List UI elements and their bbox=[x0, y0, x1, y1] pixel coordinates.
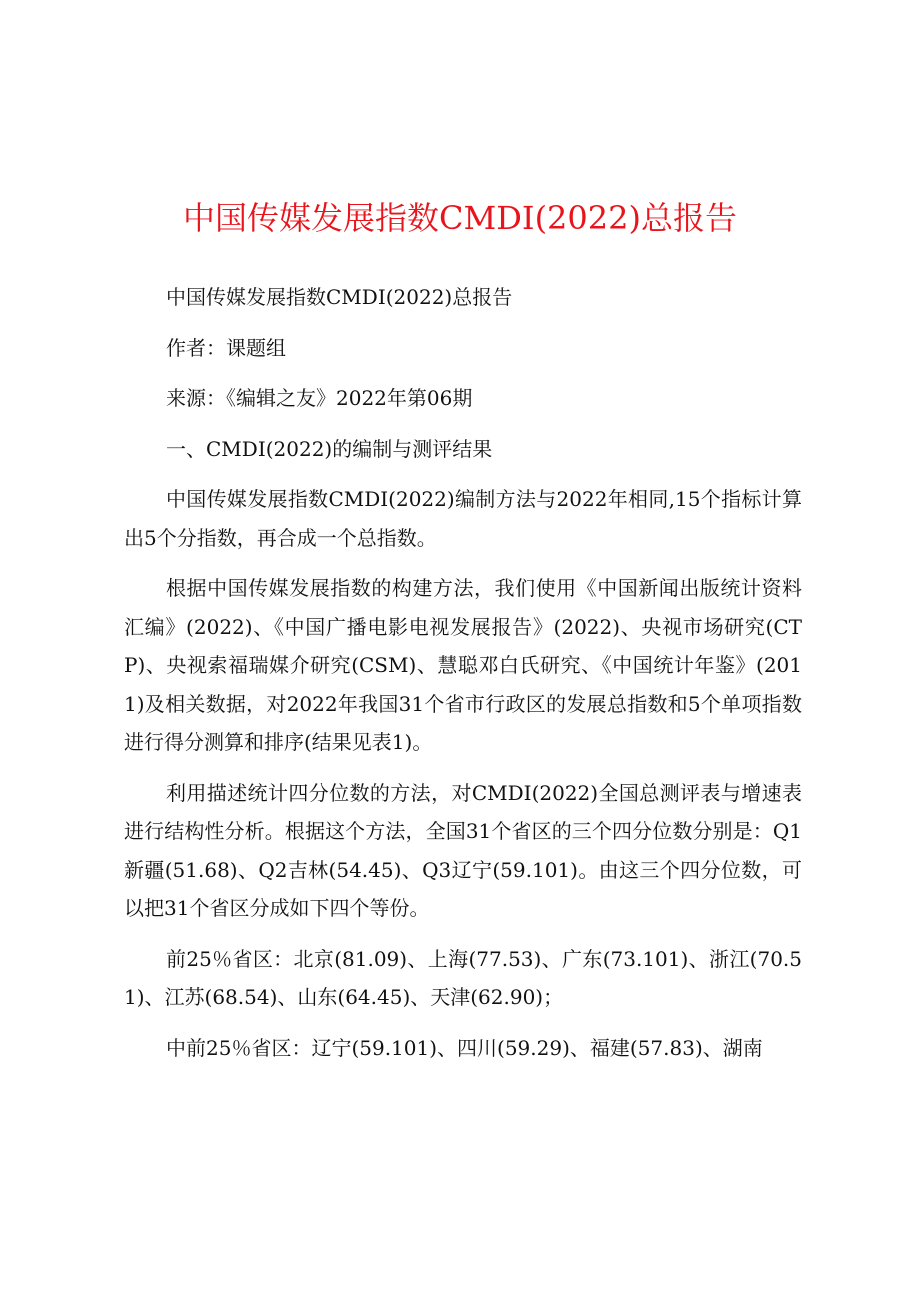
document-title: 中国传媒发展指数CMDI(2022)总报告 bbox=[183, 199, 737, 237]
paragraph-quartiles: 利用描述统计四分位数的方法，对CMDI(2022)全国总测评表与增速表进行结构性分析。根据这个方法，全国31个省区的三个四分位数分别是：Q1新疆(51.68)、Q2吉林(54.45)、Q3辽宁(59.101)。由这三个四分位数，可以把31个省区分成如下四个等份。 bbox=[124, 780, 802, 920]
paragraph-subtitle: 中国传媒发展指数CMDI(2022)总报告 bbox=[166, 285, 513, 309]
paragraph-source: 来源：《编辑之友》2022年第06期 bbox=[166, 386, 473, 410]
paragraph-data-sources: 根据中国传媒发展指数的构建方法，我们使用《中国新闻出版统计资料汇编》(2022)、《中国广播电影电视发展报告》(2022)、央视市场研究(CTP)、央视索福瑞媒介研究(CSM)、慧聪邓白氏研究、《中国统计年鉴》(201 1)及相关数据，对2022年我国31个省市行政区的发展总指数和5个单项指数进行得分测算和排序(结果见表1)。 bbox=[124, 576, 802, 754]
paragraph-method: 中国传媒发展指数CMDI(2022)编制方法与2022年相同,15个指标计算出5个分指数，再合成一个总指数。 bbox=[124, 487, 802, 550]
paragraph-top-quartile: 前25％省区：北京(81.09)、上海(77.53)、广东(73.101)、浙江(70.51)、江苏(68.54)、山东(64.45)、天津(62.90)； bbox=[124, 946, 802, 1009]
paragraph-upper-middle-quartile: 中前25％省区：辽宁(59.101)、四川(59.29)、福建(57.83)、湖南 bbox=[166, 1035, 763, 1060]
paragraph-author: 作者：课题组 bbox=[166, 335, 286, 360]
section-heading: 一、CMDI(2022)的编制与测评结果 bbox=[166, 436, 493, 461]
document-body bbox=[124, 278, 802, 1079]
